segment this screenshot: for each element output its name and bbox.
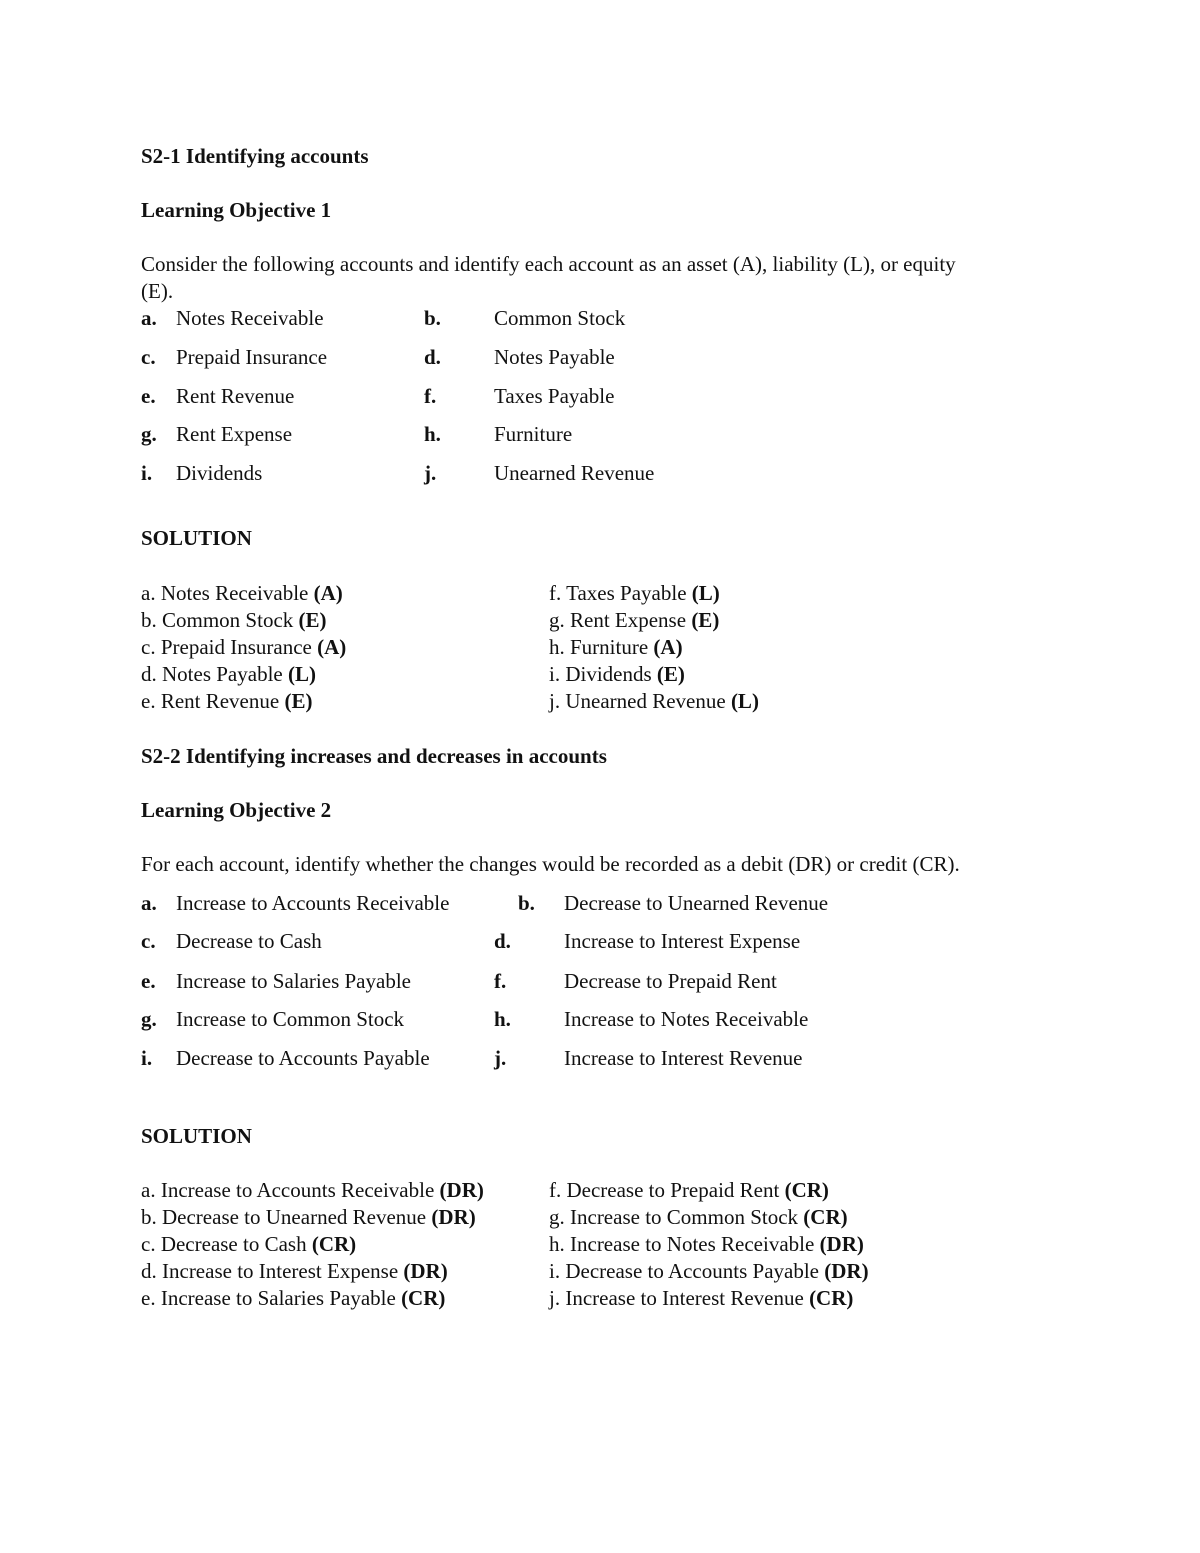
item-label: d.: [494, 929, 511, 953]
solution-item: [141, 607, 327, 633]
solution-item: [549, 634, 683, 660]
item-label: d.: [424, 345, 441, 369]
item-label: b.: [518, 891, 535, 915]
solution-answer: (E): [284, 689, 313, 713]
item-text: Prepaid Insurance: [176, 345, 328, 369]
s21-instructions-line2: (E).: [141, 279, 174, 303]
list-item: [424, 383, 615, 409]
list-item: [424, 421, 573, 447]
solution-text: f. Taxes Payable: [549, 581, 692, 605]
list-item: [141, 421, 293, 447]
list-item: [141, 1045, 430, 1071]
solution-item: [141, 1231, 356, 1257]
s22-solution-heading: SOLUTION: [141, 1124, 252, 1148]
s22-title: S2-2 Identifying increases and decreases in accounts: [141, 744, 607, 768]
list-item: [141, 968, 411, 994]
s21-instructions-line1: Consider the following accounts and identify each account as an asset (A), liability (L), or equity: [141, 252, 956, 276]
item-label: g.: [141, 422, 157, 446]
solution-item: [549, 580, 720, 606]
item-text: Common Stock: [494, 306, 626, 330]
list-item: [424, 344, 615, 370]
solution-text: b. Decrease to Unearned Revenue: [141, 1205, 432, 1229]
solution-answer: (DR): [403, 1259, 448, 1283]
solution-answer: (CR): [784, 1178, 829, 1202]
item-text: Increase to Salaries Payable: [176, 969, 411, 993]
item-label: c.: [141, 929, 156, 953]
solution-text: e. Increase to Salaries Payable: [141, 1286, 402, 1310]
s21-objective: Learning Objective 1: [141, 198, 332, 222]
solution-item: [141, 1204, 476, 1230]
solution-item: [141, 688, 312, 714]
item-label: g.: [141, 1007, 157, 1031]
list-item: [141, 1006, 405, 1032]
item-label: f.: [424, 384, 437, 408]
solution-text: i. Decrease to Accounts Payable: [549, 1259, 825, 1283]
item-text: Dividends: [176, 461, 263, 485]
item-text: Increase to Interest Revenue: [564, 1046, 803, 1070]
solution-answer: (DR): [824, 1259, 869, 1283]
item-text: Decrease to Unearned Revenue: [564, 891, 829, 915]
item-text: Decrease to Accounts Payable: [176, 1046, 430, 1070]
solution-text: e. Rent Revenue: [141, 689, 285, 713]
solution-item: [549, 1204, 848, 1230]
solution-text: j. Increase to Interest Revenue: [549, 1286, 810, 1310]
item-text: Taxes Payable: [494, 384, 615, 408]
list-item: [141, 383, 295, 409]
solution-item: [549, 661, 685, 687]
item-text: Increase to Interest Expense: [564, 929, 801, 953]
list-item: [424, 460, 655, 486]
list-item: [141, 305, 324, 331]
solution-text: c. Prepaid Insurance: [141, 635, 318, 659]
item-text: Unearned Revenue: [494, 461, 655, 485]
item-label: e.: [141, 969, 156, 993]
list-item: [424, 305, 626, 331]
solution-item: [549, 1285, 853, 1311]
solution-answer: (L): [730, 689, 759, 713]
list-item: [518, 890, 829, 916]
solution-item: [549, 688, 759, 714]
item-text: Increase to Common Stock: [176, 1007, 405, 1031]
list-item: [494, 1045, 803, 1071]
solution-item: [141, 580, 343, 606]
solution-answer: (DR): [431, 1205, 476, 1229]
solution-item: [549, 1231, 864, 1257]
item-text: Rent Expense: [176, 422, 293, 446]
solution-text: d. Increase to Interest Expense: [141, 1259, 404, 1283]
solution-item: [549, 607, 719, 633]
solution-text: h. Increase to Notes Receivable: [549, 1232, 820, 1256]
list-item: [141, 460, 263, 486]
solution-text: i. Dividends: [549, 662, 657, 686]
solution-answer: (CR): [401, 1286, 446, 1310]
item-text: Notes Receivable: [176, 306, 324, 330]
solution-answer: (A): [653, 635, 683, 659]
item-text: Increase to Accounts Receivable: [176, 891, 450, 915]
list-item: [141, 928, 322, 954]
solution-item: [141, 634, 346, 660]
item-label: a.: [141, 891, 157, 915]
s22-instructions: For each account, identify whether the changes would be recorded as a debit (DR) or credit (CR).: [141, 852, 960, 876]
solution-item: [141, 661, 316, 687]
item-text: Decrease to Cash: [176, 929, 322, 953]
solution-answer: (E): [298, 608, 327, 632]
solution-answer: (CR): [803, 1205, 848, 1229]
list-item: [494, 968, 777, 994]
solution-answer: (E): [656, 662, 685, 686]
s22-objective: Learning Objective 2: [141, 798, 332, 822]
solution-item: [549, 1258, 869, 1284]
solution-answer: (CR): [311, 1232, 357, 1256]
item-text: Notes Payable: [494, 345, 615, 369]
solution-text: b. Common Stock: [141, 608, 299, 632]
item-label: i.: [141, 1046, 153, 1070]
item-label: c.: [141, 345, 156, 369]
solution-item: [141, 1258, 448, 1284]
item-text: Decrease to Prepaid Rent: [564, 969, 777, 993]
item-text: Furniture: [494, 422, 573, 446]
solution-answer: (L): [691, 581, 720, 605]
solution-text: a. Increase to Accounts Receivable: [141, 1178, 440, 1202]
item-label: h.: [494, 1007, 511, 1031]
item-text: Rent Revenue: [176, 384, 295, 408]
list-item: [494, 928, 801, 954]
list-item: [141, 344, 328, 370]
solution-answer: (DR): [439, 1178, 484, 1202]
list-item: [141, 890, 450, 916]
solution-text: f. Decrease to Prepaid Rent: [549, 1178, 785, 1202]
s21-title: S2-1 Identifying accounts: [141, 144, 369, 168]
solution-text: h. Furniture: [549, 635, 654, 659]
solution-text: j. Unearned Revenue: [549, 689, 731, 713]
solution-item: [549, 1177, 829, 1203]
solution-answer: (A): [317, 635, 347, 659]
item-label: f.: [494, 969, 507, 993]
solution-text: g. Increase to Common Stock: [549, 1205, 804, 1229]
solution-answer: (DR): [819, 1232, 864, 1256]
item-label: e.: [141, 384, 156, 408]
solution-answer: (E): [691, 608, 720, 632]
s21-solution-heading: SOLUTION: [141, 526, 252, 550]
item-label: b.: [424, 306, 441, 330]
item-label: i.: [141, 461, 153, 485]
item-label: a.: [141, 306, 157, 330]
solution-text: a. Notes Receivable: [141, 581, 314, 605]
solution-item: [141, 1285, 445, 1311]
solution-text: c. Decrease to Cash: [141, 1232, 312, 1256]
item-label: j.: [424, 461, 437, 485]
solution-text: d. Notes Payable: [141, 662, 288, 686]
solution-item: [141, 1177, 484, 1203]
item-text: Increase to Notes Receivable: [564, 1007, 809, 1031]
solution-answer: (L): [287, 662, 316, 686]
solution-answer: (A): [313, 581, 343, 605]
item-label: j.: [494, 1046, 507, 1070]
item-label: h.: [424, 422, 441, 446]
solution-answer: (CR): [809, 1286, 854, 1310]
list-item: [494, 1006, 809, 1032]
solution-text: g. Rent Expense: [549, 608, 692, 632]
